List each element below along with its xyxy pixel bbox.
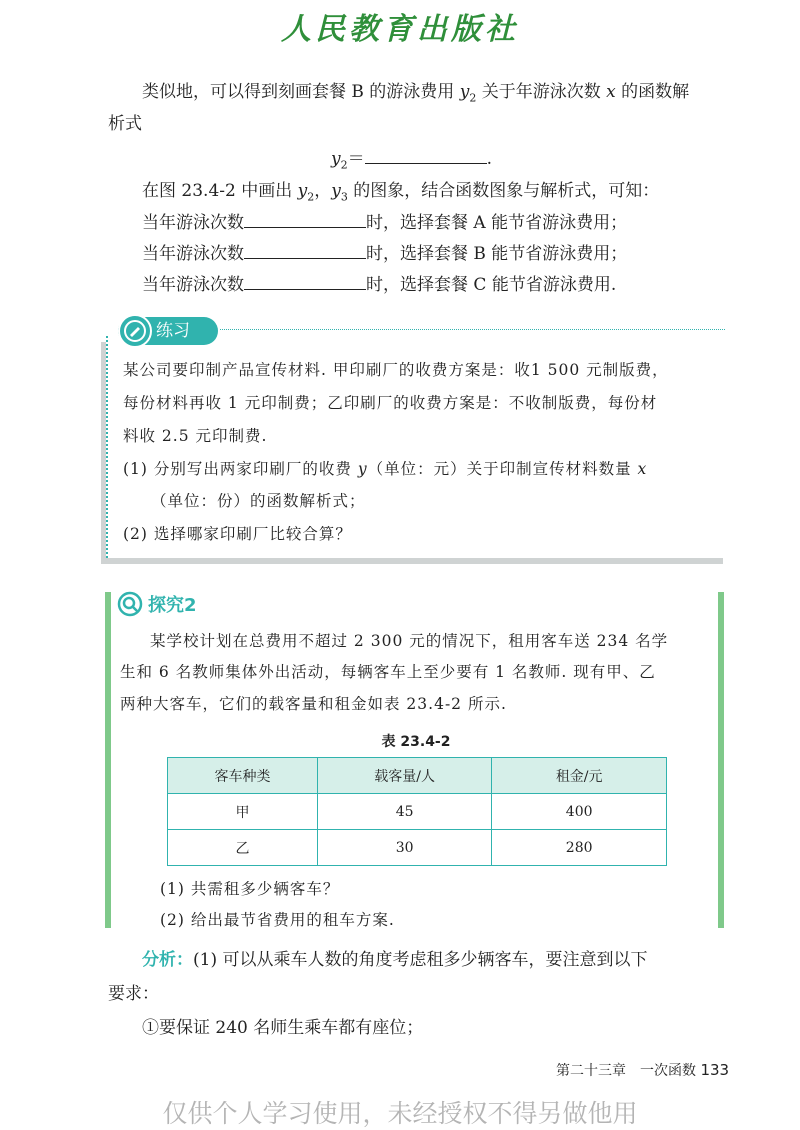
- explore-question-1: (1) 共需租多少辆客车？: [160, 880, 340, 898]
- table-header-cell: 载客量/人: [317, 758, 491, 794]
- publisher-logo: 人民教育出版社: [281, 12, 519, 47]
- practice-line-3: 料收 2.5 元印制费.: [123, 427, 268, 445]
- answer-blank: [365, 143, 487, 164]
- explore-line-1: 某学校计划在总费用不超过 2 300 元的情况下，租用客车送 234 名学: [150, 632, 669, 650]
- explore-right-bar: [718, 592, 724, 928]
- subscript: 2: [307, 190, 315, 204]
- period: .: [486, 149, 493, 169]
- table-header-cell: 租金/元: [492, 758, 667, 794]
- var-y: y: [459, 82, 470, 102]
- explore-title: 探究2: [148, 595, 197, 616]
- bus-table: [167, 757, 667, 866]
- var-y: y: [357, 460, 368, 478]
- equals: ＝: [347, 149, 365, 169]
- var-y: y: [331, 149, 341, 169]
- practice-line-2: 每份材料再收 1 元印制费；乙印刷厂的收费方案是：不收制版费，每份材: [123, 394, 658, 412]
- table-header-cell: 客车种类: [168, 758, 318, 794]
- table-cell: 30: [317, 830, 491, 866]
- table-cell: 甲: [168, 794, 318, 830]
- table-cell: 乙: [168, 830, 318, 866]
- analysis-line-3: ①要保证 240 名师生乘车都有座位；: [142, 1018, 424, 1038]
- answer-blank: [244, 207, 366, 228]
- subscript: 2: [340, 158, 348, 172]
- analysis-label: 分析：: [142, 950, 193, 970]
- practice-question-1: [123, 453, 647, 486]
- explore-line-2: 生和 6 名教师集体外出活动，每辆客车上至少要有 1 名教师. 现有甲、乙: [120, 663, 656, 681]
- var-y: y: [297, 181, 308, 201]
- analysis-line-2: 要求：: [108, 984, 159, 1004]
- var-y: y: [331, 181, 341, 201]
- text: 当年游泳次数: [142, 275, 244, 295]
- comma: ，: [314, 181, 332, 201]
- text: 时，选择套餐 B 能节省游泳费用；: [366, 244, 628, 264]
- explore-question-2: (2) 给出最节省费用的租车方案.: [160, 911, 395, 929]
- condition-b: [142, 238, 627, 270]
- subscript: 2: [469, 91, 477, 105]
- table-row: [168, 794, 667, 830]
- text: 类似地，可以得到刻画套餐 B 的游泳费用: [142, 82, 460, 102]
- answer-blank: [244, 238, 366, 259]
- pencil-icon: [118, 314, 152, 348]
- analysis-line-1: [142, 944, 647, 976]
- text: 关于年游泳次数: [476, 82, 607, 102]
- table-cell: 45: [317, 794, 491, 830]
- explore-left-bar: [105, 592, 111, 928]
- practice-line-1: 某公司要印制产品宣传材料. 甲印刷厂的收费方案是：收1 500 元制版费，: [123, 361, 669, 379]
- chapter-label: 第二十三章 一次函数: [556, 1063, 696, 1079]
- condition-c: [142, 269, 616, 301]
- intro-line-1: [142, 76, 689, 114]
- text: 当年游泳次数: [142, 213, 244, 233]
- practice-question-2: (2) 选择哪家印刷厂比较合算？: [123, 525, 352, 543]
- var-x: x: [637, 460, 648, 478]
- text: 的图象，结合函数图象与解析式，可知：: [347, 181, 660, 201]
- subscript: 3: [340, 190, 348, 204]
- watermark: 仅供个人学习使用，未经授权不得另做他用: [162, 1099, 638, 1128]
- page-footer: [556, 1060, 729, 1080]
- text: 当年游泳次数: [142, 244, 244, 264]
- table-row: [168, 830, 667, 866]
- condition-a: [142, 207, 627, 239]
- text: （单位：元）关于印制宣传材料数量: [367, 460, 638, 478]
- var-x: x: [606, 82, 616, 102]
- text: 在图 23.4-2 中画出: [142, 181, 298, 201]
- text: 时，选择套餐 C 能节省游泳费用.: [366, 275, 617, 295]
- practice-title: 练习: [118, 317, 218, 345]
- practice-divider: [220, 329, 725, 330]
- explore-line-3: 两种大客车，它们的载客量和租金如表 23.4-2 所示.: [120, 695, 507, 713]
- table-cell: 400: [492, 794, 667, 830]
- answer-blank: [244, 269, 366, 290]
- text: 的函数解: [615, 82, 690, 102]
- text: (1) 分别写出两家印刷厂的收费: [123, 460, 358, 478]
- table-cell: 280: [492, 830, 667, 866]
- page-number: 133: [700, 1061, 730, 1079]
- intro-line-2: 析式: [108, 114, 142, 134]
- text: 时，选择套餐 A 能节省游泳费用；: [366, 213, 628, 233]
- table-header-row: [168, 758, 667, 794]
- magnifier-icon: [117, 591, 143, 617]
- practice-question-1-cont: （单位：份）的函数解析式；: [151, 492, 366, 510]
- table-caption: 表 23.4-2: [381, 734, 451, 750]
- text: (1) 可以从乘车人数的角度考虑租多少辆客车，要注意到以下: [193, 950, 648, 970]
